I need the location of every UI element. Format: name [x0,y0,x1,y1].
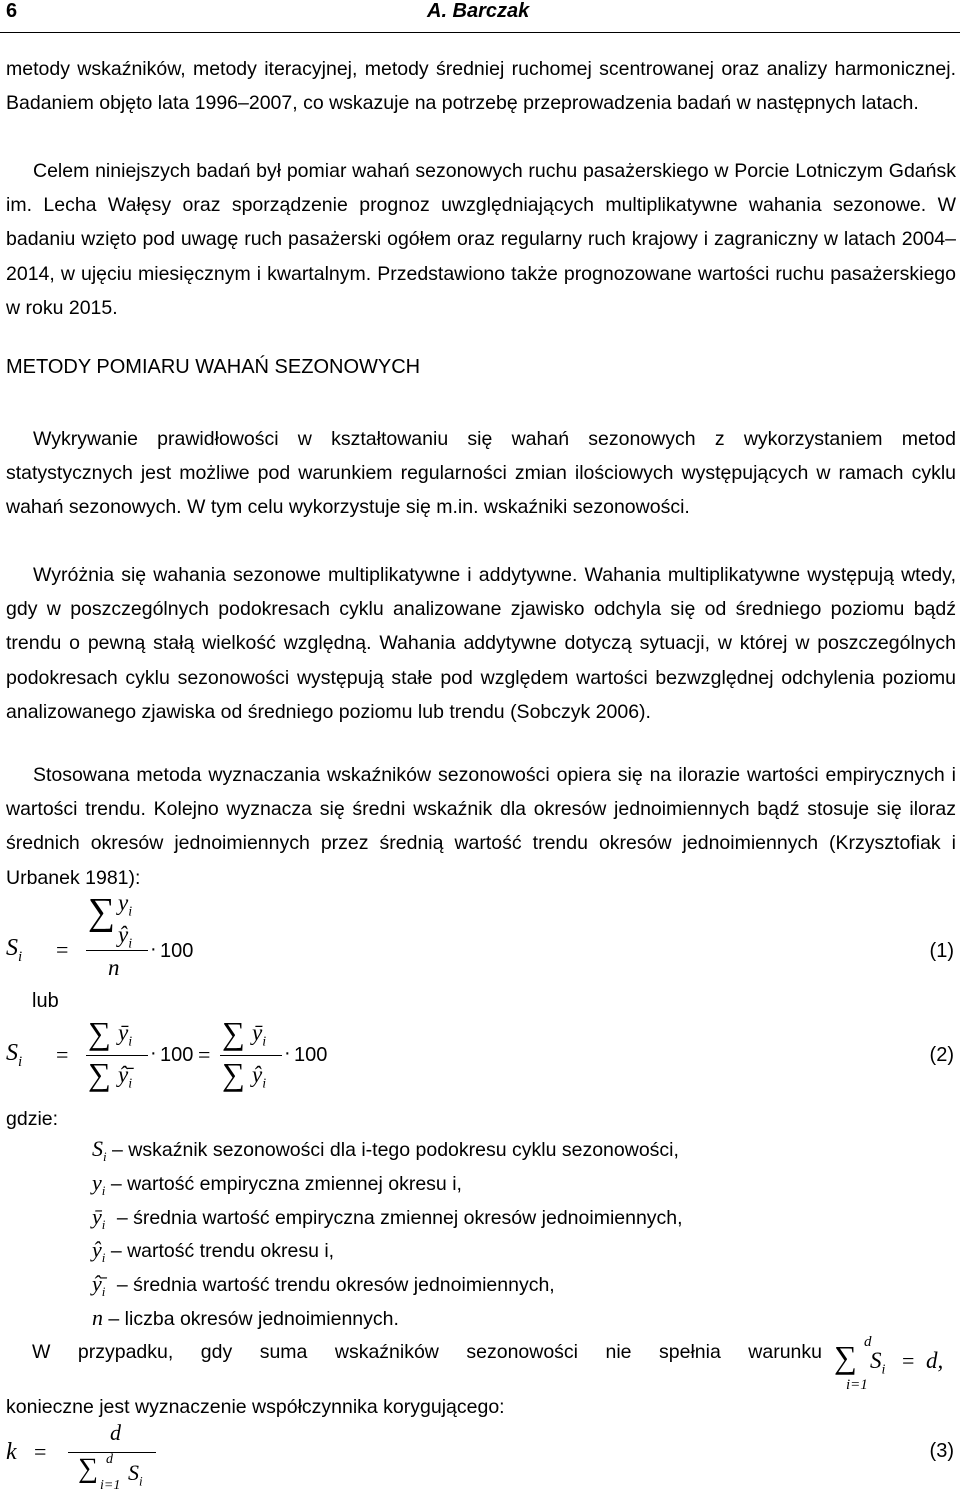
definition-n: n – liczba okresów jednoimiennych. [92,1305,399,1330]
cond-sigma-lower: i=1 [846,1377,868,1393]
eq2-ybar-num: $ȳ_i$ [118,1020,133,1050]
eq1-sigma: ∑ [88,891,116,933]
eq2-yhat-den: $ŷ_i$ [252,1062,267,1092]
definition-yhatbar: $ŷ̄_i$ – średnia wartość trendu okresów jednoimiennych, [92,1271,555,1299]
eq2-sigma-den-1: ∑ [88,1056,111,1092]
eq3-sigma: ∑ [78,1453,98,1484]
eq3-k: k [6,1439,17,1465]
eq2-sigma-den-2: ∑ [222,1056,245,1092]
eq1-dot: · [150,938,157,960]
eq1-100: 100 [160,940,194,962]
definition-S: $S_i$ – wskaźnik sezonowości dla i-tego podokresu cyklu sezonowości, [92,1136,679,1164]
cond-d: d, [926,1348,944,1373]
eq2-sigma-num-1: ∑ [88,1015,111,1051]
running-author: A. Barczak [427,0,530,22]
eq2-equals-2: = [198,1042,211,1067]
cond-sigma-upper: d [864,1334,872,1350]
lub-label: lub [32,990,59,1012]
paragraph-6: W przypadku, gdy suma wskaźników sezonowości nie spełnia warunku [32,1341,822,1363]
eq2-yhatbar-den: $ŷ̄_i$ [118,1062,133,1092]
paragraph-7: konieczne jest wyznaczenie współczynnika korygującego: [6,1396,505,1418]
eq3-S: $S_i$ [128,1460,143,1489]
eq2-number: (2) [929,1044,954,1066]
eq2-dot-1: · [150,1042,157,1064]
eq1-n: n [108,955,120,980]
eq2-ybar-num-2: $ȳ_i$ [252,1020,267,1050]
eq1-number: (1) [929,940,954,962]
eq1-S: $S_i$ [6,935,23,965]
header-rule [0,32,960,33]
page-header [0,0,960,30]
paragraph-intro-2: Celem niniejszych badań był pomiar wahań sezonowych ruchu pasażerskiego w Porcie Lotniczym Gdańsk im. Lecha Wałęsy oraz sporządzenie prognoz uwzględniających multiplikatywne wahania sezonowe. W badaniu wzięto pod uwagę ruch pasażerski ogółem oraz regularny ruch krajowy i zagraniczny w latach 2004–2014, w ujęciu miesięcznym i kwartalnym. Przedstawiono także prognozowane wartości ruchu pasażerskiego w roku 2015. [6,160,956,319]
eq2-100-b: 100 [294,1044,328,1066]
paragraph-3: Wykrywanie prawidłowości w kształtowaniu się wahań sezonowych z wykorzystaniem metod statystycznych jest możliwe pod warunkiem regularności zmian ilościowych występujących w ramach cyklu wahań sezonowych. W tym celu wykorzystuje się m.in. wskaźniki sezonowości. [6,428,956,519]
eq3-sigma-lower: i=1 [100,1478,121,1493]
page-number: 6 [6,0,18,22]
eq2-equals-1: = [56,1042,69,1067]
definition-ybar: $ȳ_i$ – średnia wartość empiryczna zmiennej okresów jednoimiennych, [92,1204,683,1232]
definition-yhat: $ŷ_i$ – wartość trendu okresu i, [92,1237,335,1265]
section-heading: METODY POMIARU WAHAŃ SEZONOWYCH [6,356,421,378]
eq1-yhat: $ŷ_i$ [118,922,133,952]
paragraph-intro-1: metody wskaźników, metody iteracyjnej, metody średniej ruchomej scentrowanej oraz analizy harmonicznej. Badaniem objęto lata 1996–2007, co wskazuje na potrzebę przeprowadzenia badań w następnych latach. [6,58,956,115]
cond-equals: = [902,1348,915,1373]
definitions-intro: gdzie: [6,1108,59,1130]
eq2-dot-2: · [284,1042,291,1064]
eq1-y: $y_i$ [118,890,133,920]
paragraph-4: Wyróżnia się wahania sezonowe multiplikatywne i addytywne. Wahania multiplikatywne występują wtedy, gdy w poszczególnych podokresach cyklu analizowane zjawisko odchyla się od średniego poziomu bądź trendu o pewną stałą wielkość względną. Wahania addytywne dotyczą sytuacji, w której w poszczególnych podokresach cyklu sezonowości występują stałe pod względem wartości bezwzględnej odchylenia poziomu analizowanego zjawiska od średniego poziomu lub trendu (Sobczyk 2006). [6,564,956,723]
cond-S: $S_i$ [870,1348,886,1378]
eq1-fraction-line [86,950,148,951]
eq3-equals: = [34,1439,47,1464]
eq1-equals: = [56,937,69,962]
cond-sigma: ∑ [834,1339,857,1375]
eq3-number: (3) [929,1440,954,1462]
eq3-sigma-upper: d [106,1452,113,1467]
eq2-sigma-num-2: ∑ [222,1015,245,1051]
eq3-d-num: d [110,1420,121,1445]
eq2-S: $S_i$ [6,1040,23,1070]
definition-y: $y_i$ – wartość empiryczna zmiennej okresu i, [92,1170,462,1198]
eq2-100-a: 100 [160,1044,194,1066]
paragraph-5: Stosowana metoda wyznaczania wskaźników sezonowości opiera się na ilorazie wartości empirycznych i wartości trendu. Kolejno wyznacza się średni wskaźnik dla okresów jednoimiennych bądź stosuje się iloraz średnich okresów jednoimiennych przez średnią wartość trendu okresów jednoimiennych (Krzysztofiak i Urbanek 1981): [6,764,956,889]
